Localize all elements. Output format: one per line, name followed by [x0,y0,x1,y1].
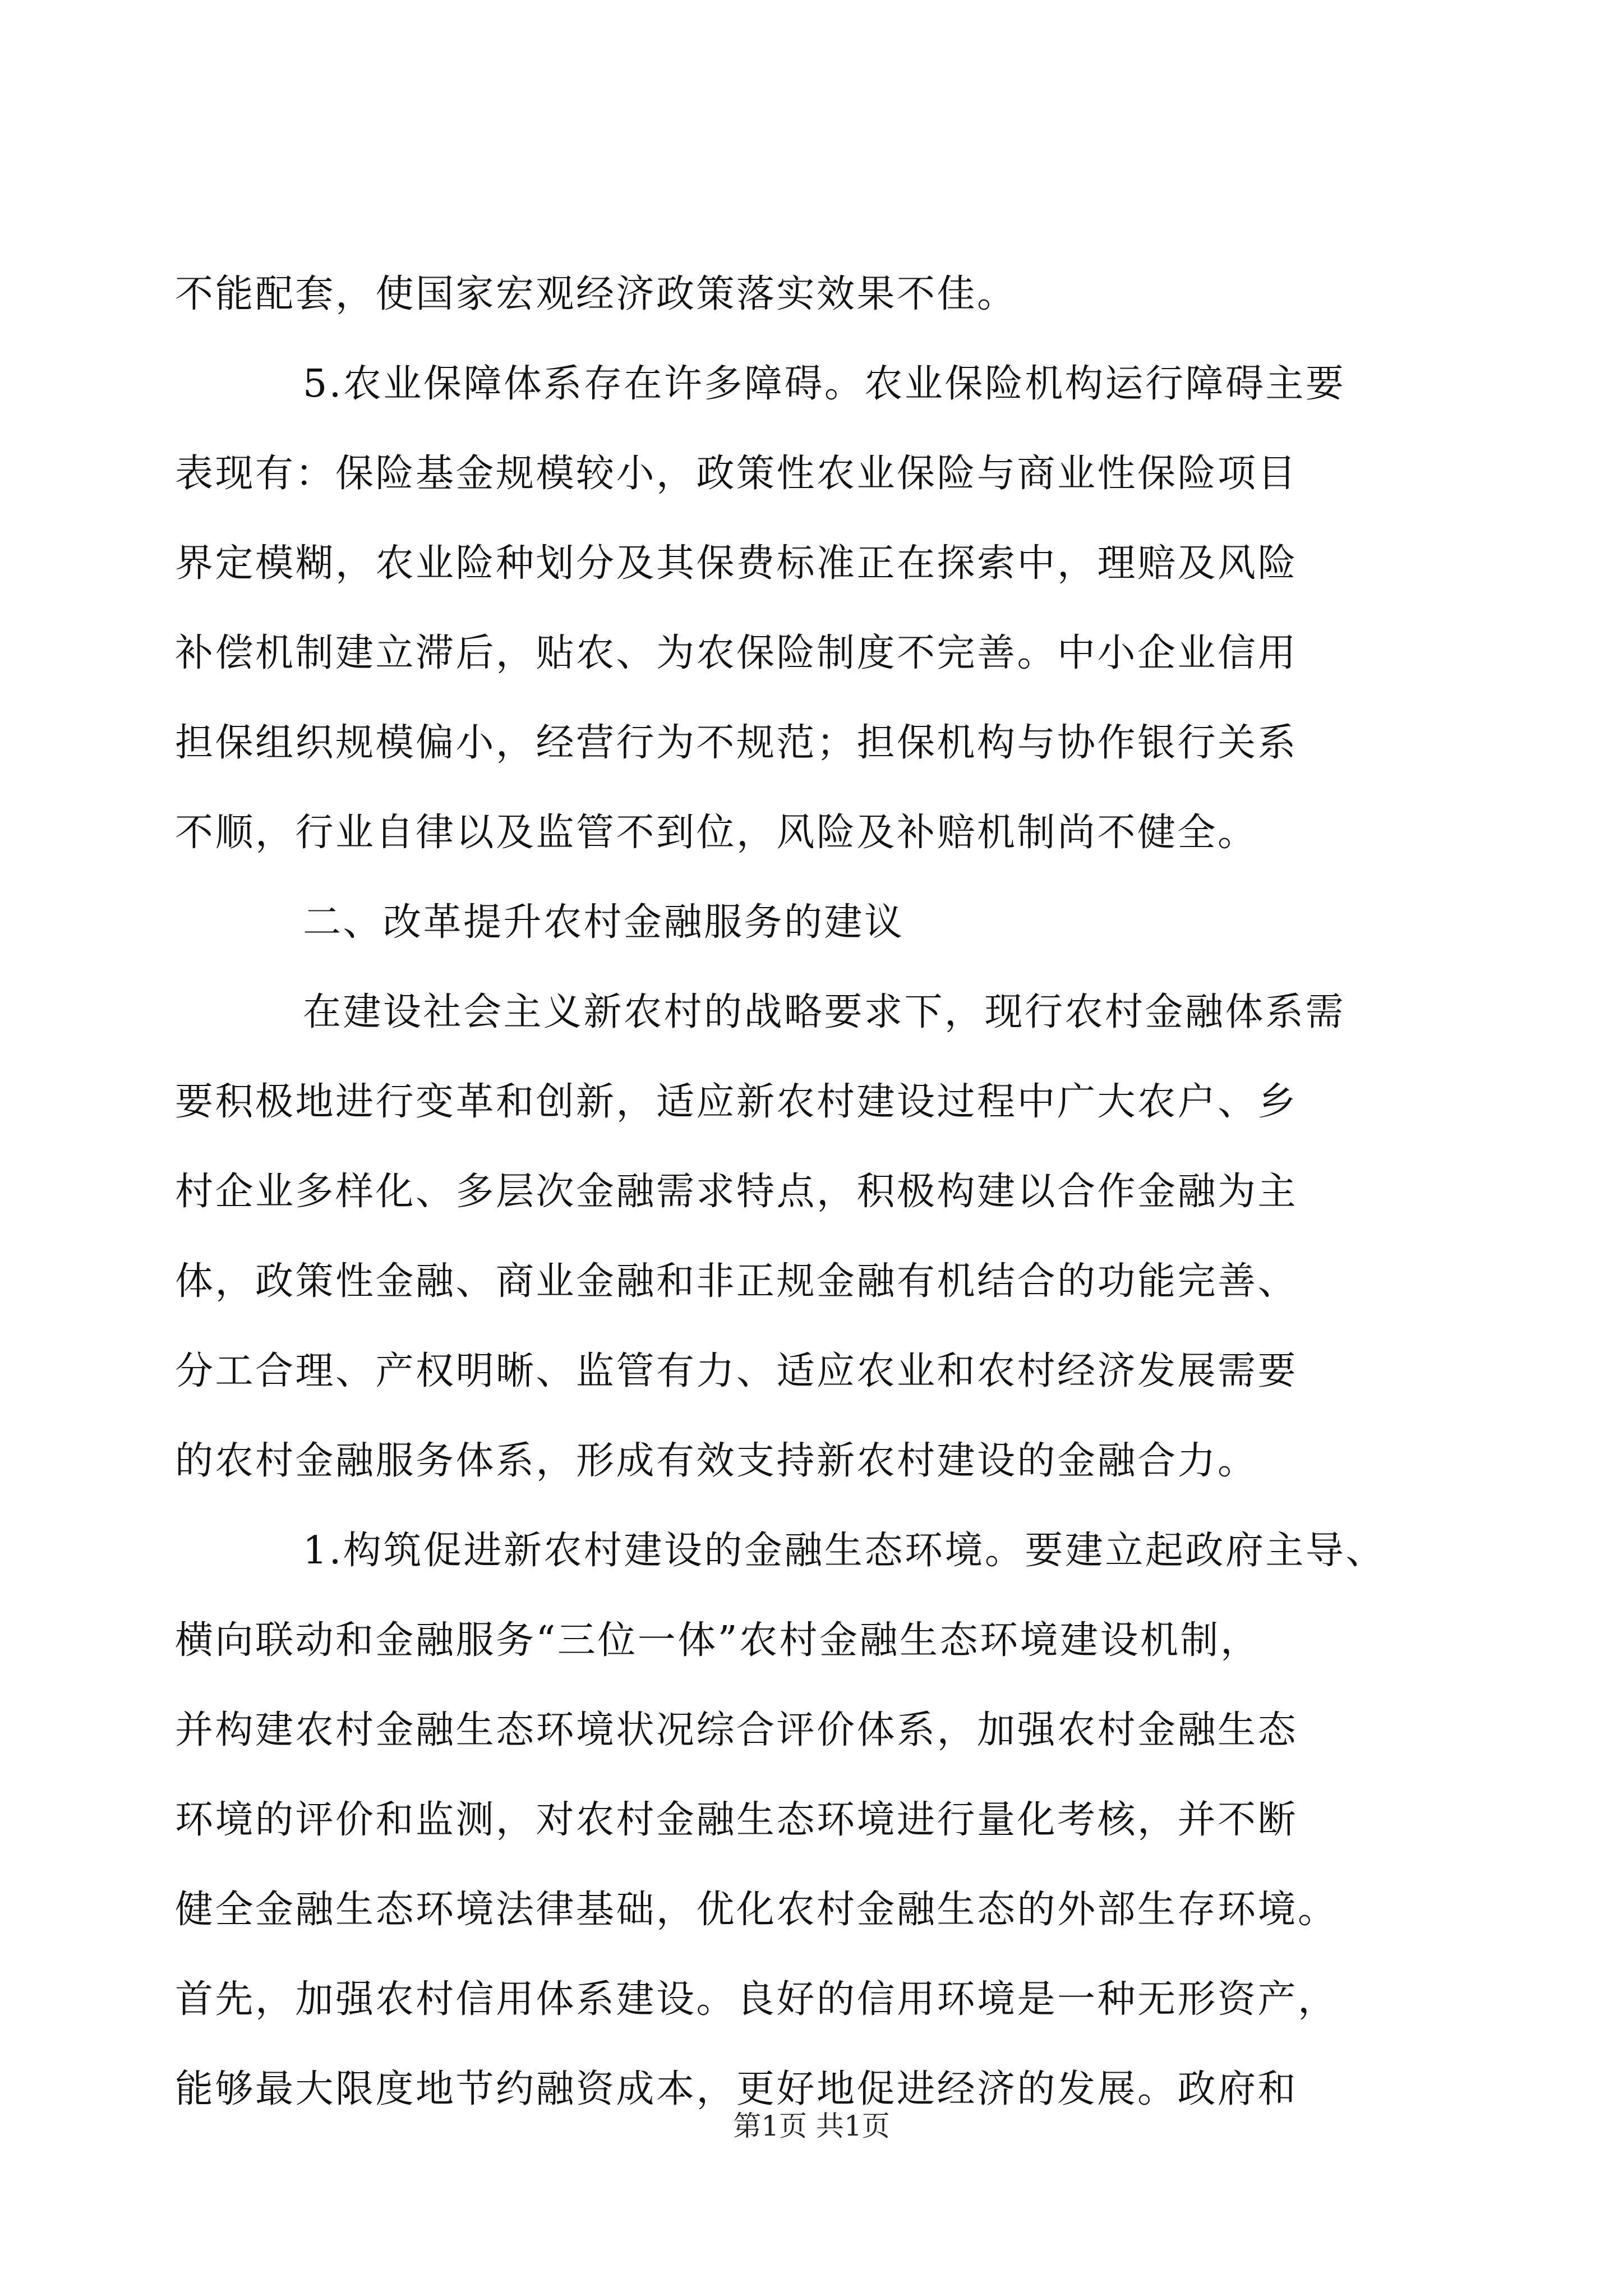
text-line: 首先，加强农村信用体系建设。良好的信用环境是一种无形资产， [175,1977,1338,2022]
page-footer: 第1页 共1页 [733,2110,890,2142]
text-line: 在建设社会主义新农村的战略要求下，现行农村金融体系需 [303,990,1346,1034]
text-line: 分工合理、产权明晰、监管有力、适应农业和农村经济发展需要 [175,1349,1298,1393]
text-line: 的农村金融服务体系，形成有效支持新农村建设的金融合力。 [175,1439,1258,1483]
section-heading: 二、改革提升农村金融服务的建议 [303,900,905,945]
text-line: 并构建农村金融生态环境状况综合评价体系，加强农村金融生态 [175,1708,1298,1752]
text-line: 能够最大限度地节约融资成本，更好地促进经济的发展。政府和 [175,2067,1298,2111]
text-line: 不能配套，使国家宏观经济政策落实效果不佳。 [175,272,1017,316]
text-line: 不顺，行业自律以及监管不到位，风险及补赔机制尚不健全。 [175,811,1258,855]
text-line: 村企业多样化、多层次金融需求特点，积极构建以合作金融为主 [175,1170,1298,1214]
text-line: 担保组织规模偏小，经营行为不规范；担保机构与协作银行关系 [175,721,1298,765]
text-line: 5.农业保障体系存在许多障碍。农业保险机构运行障碍主要 [303,362,1346,406]
text-line: 横向联动和金融服务“三位一体”农村金融生态环境建设机制， [175,1618,1261,1663]
text-line: 要积极地进行变革和创新，适应新农村建设过程中广大农户、乡 [175,1080,1298,1124]
text-line: 1.构筑促进新农村建设的金融生态环境。要建立起政府主导、 [303,1529,1386,1573]
text-line: 健全金融生态环境法律基础，优化农村金融生态的外部生存环境。 [175,1888,1338,1932]
text-line: 表现有：保险基金规模较小，政策性农业保险与商业性保险项目 [175,452,1298,496]
text-line: 环境的评价和监测，对农村金融生态环境进行量化考核，并不断 [175,1798,1298,1842]
text-line: 补偿机制建立滞后，贴农、为农保险制度不完善。中小企业信用 [175,631,1298,675]
text-line: 界定模糊，农业险种划分及其保费标准正在探索中，理赔及风险 [175,541,1298,586]
text-line: 体，政策性金融、商业金融和非正规金融有机结合的功能完善、 [175,1259,1298,1304]
